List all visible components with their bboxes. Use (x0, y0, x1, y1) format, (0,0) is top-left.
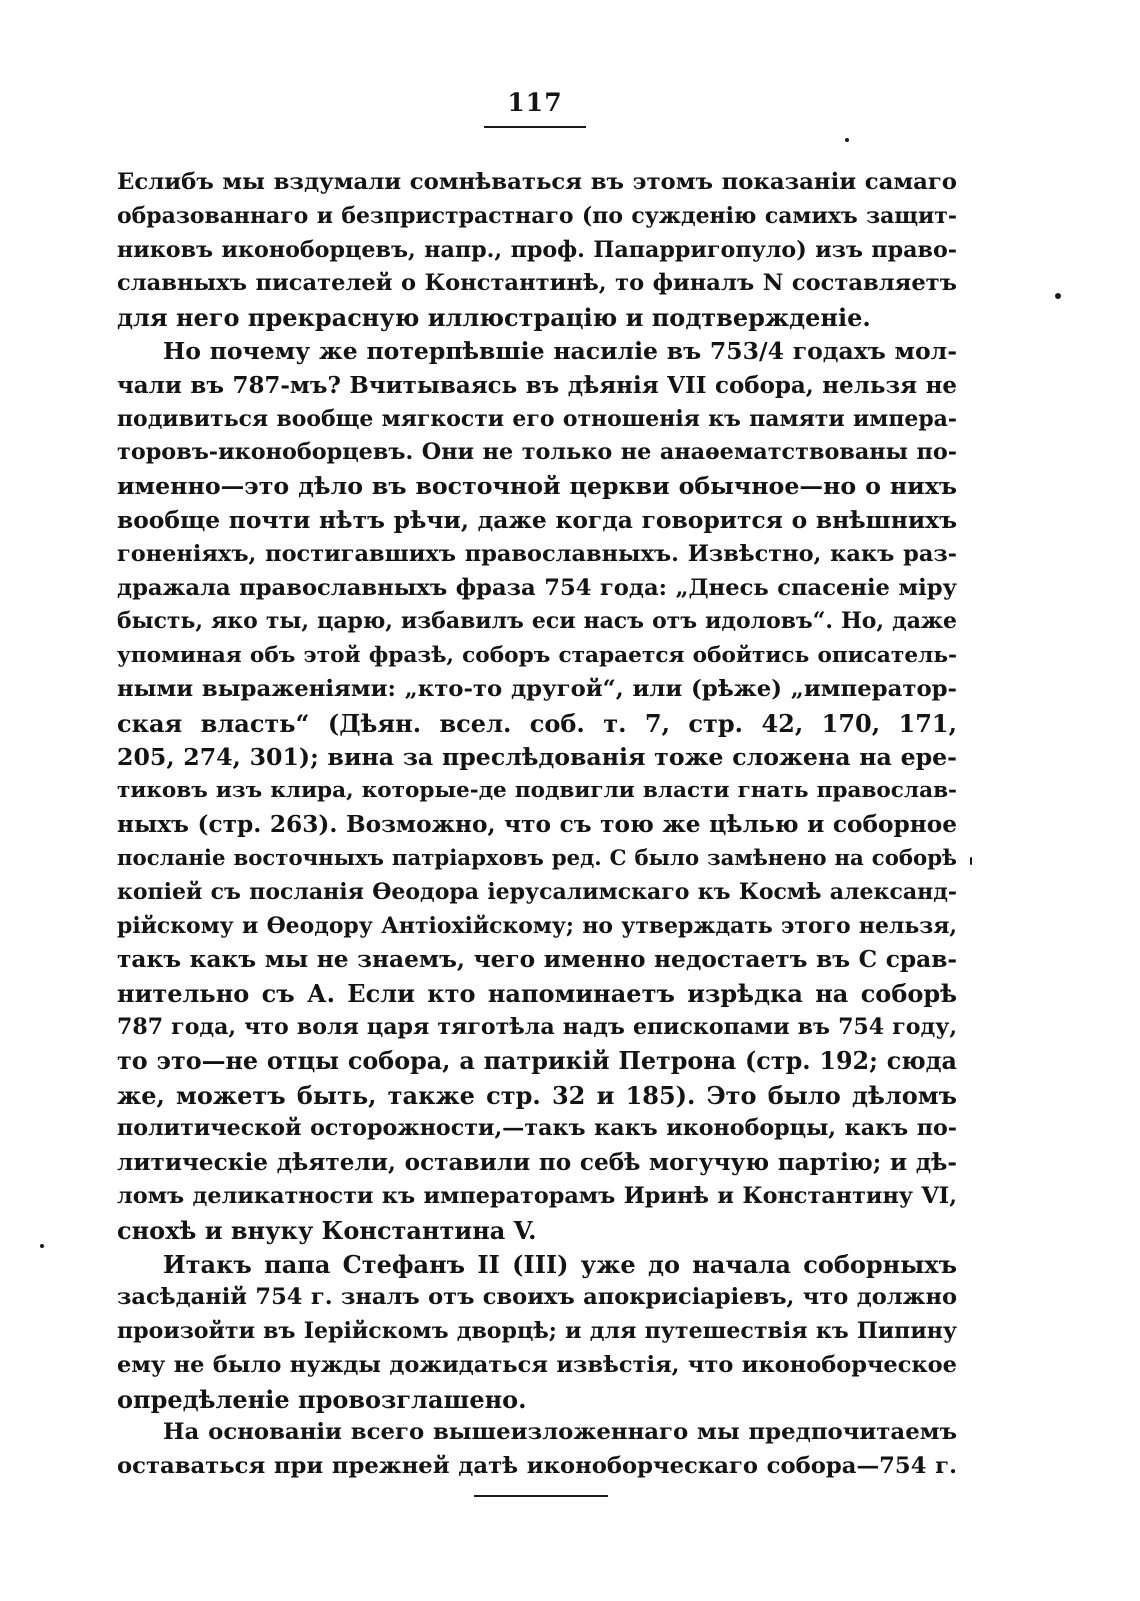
paragraph (117, 166, 957, 335)
paragraph (117, 1416, 957, 1484)
body-text (117, 166, 957, 1484)
text-line: подивиться вообще мягкости его отношенія къ памяти импера- (117, 405, 957, 432)
text-line: торовъ-иконоборцевъ. Они не только не анаѳематствованы по- (117, 439, 957, 466)
text-line: славныхъ писателей о Константинѣ, то финалъ N составляетъ (117, 270, 957, 297)
text-line: для него прекрасную иллюстрацію и подтвержденіе. (117, 303, 871, 333)
text-line: засѣданій 754 г. зналъ отъ своихъ апокрисіаріевъ, что должно (117, 1284, 957, 1311)
text-line: ская власть“ (Дѣян. всел. соб. т. 7, стр. 42, 170, 171, (117, 708, 957, 738)
text-line: 205, 274, 301); вина за преслѣдованія тоже сложена на ере- (117, 742, 957, 771)
text-line: же, можетъ быть, также стр. 32 и 185). Это было дѣломъ (117, 1080, 957, 1110)
text-line: снохѣ и внуку Константина V. (117, 1215, 537, 1245)
text-line: На основаніи всего вышеизложеннаго мы предпочитаемъ (163, 1419, 957, 1446)
end-rule (474, 1495, 608, 1497)
page-number-rule (484, 126, 586, 128)
text-line: гоненіяхъ, постигавшихъ православныхъ. Извѣстно, какъ раз- (117, 540, 957, 567)
paragraph (117, 1248, 957, 1417)
paragraph (117, 335, 957, 1248)
text-line: Но почему же потерпѣвшіе насиліе въ 753/4 годахъ мол- (163, 336, 957, 365)
text-line: вообще почти нѣтъ рѣчи, даже когда говорится о внѣшнихъ (117, 505, 957, 534)
text-line: рійскому и Ѳеодору Антіохійскому; но утверждать этого нельзя, (117, 912, 957, 939)
text-line: ныхъ (стр. 263). Возможно, что съ тою же цѣлью и соборное (117, 811, 957, 839)
scan-speck (845, 138, 849, 142)
page-number: 117 (507, 88, 563, 117)
text-line: бысть, яко ты, царю, избавилъ еси насъ отъ идоловъ“. Но, даже (117, 608, 957, 635)
text-line: то это—не отцы собора, а патрикій Петрона (стр. 192; сюда (117, 1046, 957, 1075)
text-line: образованнаго и безпристрастнаго (по сужденію самихъ защит- (117, 202, 957, 229)
text-line: такъ какъ мы не знаемъ, чего именно недостаетъ въ С срав- (117, 946, 957, 974)
text-line: произойти въ Іерійскомъ дворцѣ; и для путешествія къ Пипину (117, 1318, 957, 1345)
text-line: опредѣленіе провозглашено. (117, 1384, 527, 1414)
text-line: ему не было нужды дожидаться извѣстія, что иконоборческое (117, 1351, 957, 1378)
scan-speck (970, 857, 972, 865)
text-line: политической осторожности,—такъ какъ иконоборцы, какъ по- (117, 1115, 957, 1142)
text-line: дражала православныхъ фраза 754 года: „Днесь спасеніе міру (117, 574, 957, 601)
text-line: чали въ 787-мъ? Вчитываясь въ дѣянія VII собора, нельзя не (117, 371, 957, 399)
text-line: ными выраженіями: „кто-то другой“, или (рѣже) „император- (117, 675, 957, 702)
text-line: ломъ деликатности къ императорамъ Иринѣ и Константину VI, (117, 1182, 957, 1209)
text-line: нительно съ А. Если кто напоминаетъ изрѣдка на соборѣ (117, 979, 957, 1009)
text-line: 787 года, что воля царя тяготѣла надъ епископами въ 754 году, (117, 1013, 957, 1040)
text-line: копіей съ посланія Ѳеодора іерусалимскаго къ Космѣ александ- (117, 878, 957, 905)
text-line: тиковъ изъ клира, которые-де подвигли власти гнать православ- (117, 778, 957, 804)
text-line: упоминая объ этой фразѣ, соборъ старается обойтись описатель- (117, 643, 957, 669)
text-line: никовъ иконоборцевъ, напр., проф. Папарригопуло) изъ право- (117, 236, 957, 263)
text-line: литическіе дѣятели, оставили по себѣ могучую партію; и дѣ- (117, 1149, 957, 1177)
text-line: Итакъ папа Стефанъ II (III) уже до начала соборныхъ (163, 1249, 957, 1279)
scan-speck (40, 1244, 44, 1248)
text-line: Еслибъ мы вздумали сомнѣваться въ этомъ показаніи самаго (117, 169, 957, 195)
scan-speck (1055, 293, 1061, 299)
text-line: оставаться при прежней датѣ иконоборческаго собора—754 г. (117, 1453, 957, 1480)
text-line: посланіе восточныхъ патріарховъ ред. С было замѣнено на соборѣ (117, 845, 957, 871)
text-line: именно—это дѣло въ восточной церкви обычное—но о нихъ (117, 472, 957, 501)
